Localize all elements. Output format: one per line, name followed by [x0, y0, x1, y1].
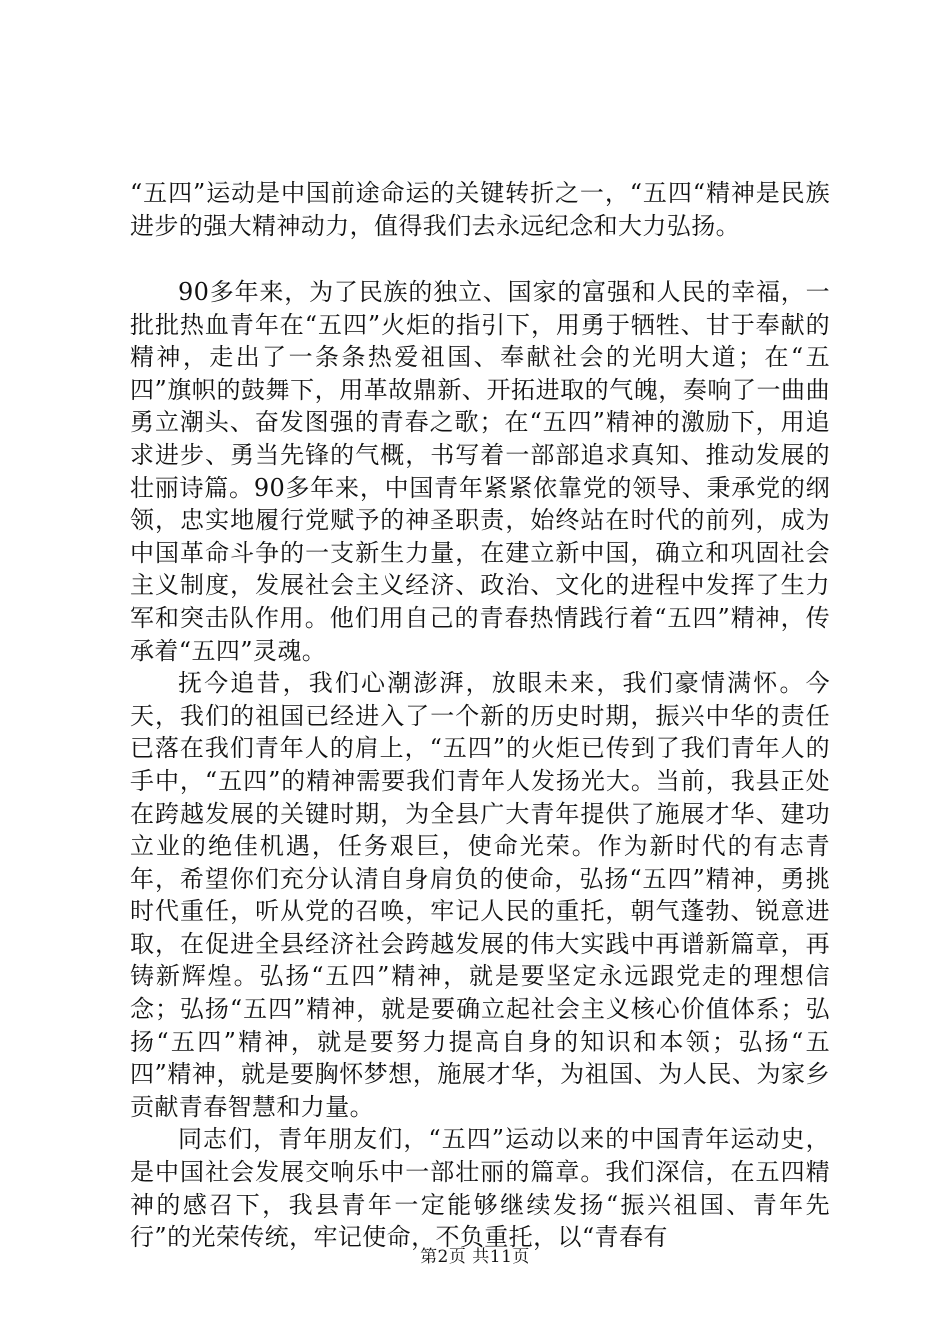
paragraph-mission: 抚今追昔，我们心潮澎湃，放眼未来，我们豪情满怀。今天，我们的祖国已经进入了一个新的历史时期，振兴中华的责任已落在我们青年人的肩上，“五四”的火炬已传到了我们青年人的手中，“五四”的精神需要我们青年人发扬光大。当前，我县正处在跨越发展的关键时期，为全县广大青年提供了施展才华、建功立业的绝佳机遇，任务艰巨，使命光荣。作为新时代的有志青年，希望你们充分认清自身肩负的使命，弘扬“五四”精神，勇挑时代重任，听从党的召唤，牢记人民的重托，朝气蓬勃、锐意进取，在促进全县经济社会跨越发展的伟大实践中再谱新篇章，再铸新辉煌。弘扬“五四”精神，就是要坚定永远跟党走的理想信念；弘扬“五四”精神，就是要确立起社会主义核心价值体系；弘扬“五四”精神，就是要努力提高自身的知识和本领；弘扬“五四”精神，就是要胸怀梦想，施展才华，为祖国、为人民、为家乡贡献青春智慧和力量。: [130, 669, 830, 1121]
body-text: [130, 276, 830, 1254]
paragraph-history: 90多年来，为了民族的独立、国家的富强和人民的幸福，一批批热血青年在“五四”火炬的指引下，用勇于牺牲、甘于奉献的精神，走出了一条条热爱祖国、奉献社会的光明大道；在“五四”旗帜的鼓舞下，用革故鼎新、开拓进取的气魄，奏响了一曲曲勇立潮头、奋发图强的青春之歌；在“五四”精神的激励下，用追求进步、勇当先锋的气概，书写着一部部追求真知、推动发展的壮丽诗篇。90多年来，中国青年紧紧依靠党的领导、秉承党的纲领，忠实地履行党赋予的神圣职责，始终站在时代的前列，成为中国革命斗争的一支新生力量，在建立新中国，确立和巩固社会主义制度，发展社会主义经济、政治、文化的进程中发挥了生力军和突击队作用。他们用自己的青春热情践行着“五四”精神，传承着“五四”灵魂。: [130, 278, 830, 665]
paragraph-closing: 同志们，青年朋友们，“五四”运动以来的中国青年运动史，是中国社会发展交响乐中一部壮丽的篇章。我们深信，在五四精神的感召下，我县青年一定能够继续发扬“振兴祖国、青年先行”的光荣传统，牢记使命，不负重托，以“青春有: [130, 1125, 830, 1252]
page-number-footer: 第2页 共11页: [420, 1247, 530, 1267]
intro-paragraph: “五四”运动是中国前途命运的关键转折之一，“五四“精神是民族进步的强大精神动力，值得我们去永远纪念和大力弘扬。: [130, 179, 830, 240]
